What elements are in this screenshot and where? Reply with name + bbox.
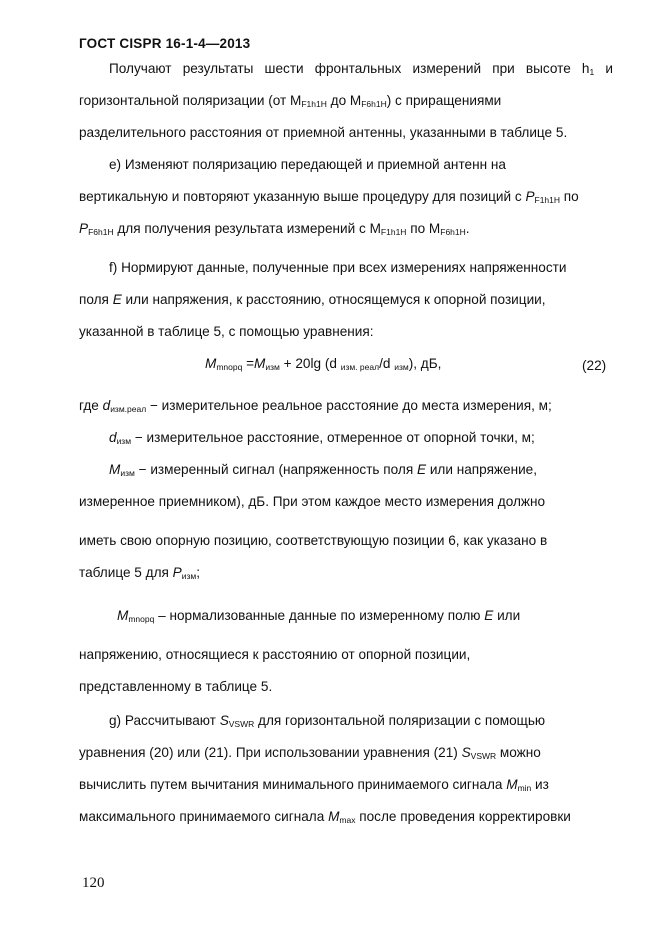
paragraph-line: $P_{F6h1H}$ для получения результата измерений с $М_{F1h1H}$ по $М_{F6h1H}$.: [79, 221, 470, 237]
paragraph-line: вертикальную и повторяют указанную выше процедуру для позиций с $P_{F1h1H}$ по: [79, 189, 579, 205]
paragraph-line: е) Изменяют поляризацию передающей и приемной антенн на: [109, 157, 506, 172]
definition-line: $M_{изм}$ − измеренный сигнал (напряженность поля E или напряжение,: [109, 462, 538, 478]
definition-line: измеренное приемником), дБ. При этом каждое место измерения должно: [79, 494, 546, 509]
definition-line: представленному в таблице 5.: [79, 679, 273, 694]
paragraph-line: уравнения (20) или (21). При использовании уравнения (21) $S_{VSWR}$ можно: [79, 745, 541, 761]
paragraph-line: указанной в таблице 5, с помощью уравнения:: [79, 324, 374, 339]
definition-line: где $d_{изм.реал}$ − измерительное реальное расстояние до места измерения, м;: [79, 398, 552, 414]
paragraph-line: разделительного расстояния от приемной антенны, указанными в таблице 5.: [79, 125, 568, 140]
paragraph-line: вычислить путем вычитания минимального принимаемого сигнала $M_{min}$ из: [79, 777, 549, 793]
equation: $M_{mnopq} =M_{изм} + 20\lg$ (d $_{изм. реал}$/d $_{изм}$), дБ,: [205, 356, 442, 372]
definition-line: таблице 5 для $P_{изм}$;: [79, 565, 201, 581]
definition-line: $M_{mnopq}$ – нормализованные данные по измеренному полю E или: [117, 608, 521, 624]
equation-number: (22): [582, 358, 607, 373]
paragraph-line: горизонтальной поляризации (от $М_{F1h1H}$ до $М_{F6h1H}$) с приращениями: [79, 93, 502, 109]
paragraph-line: максимального принимаемого сигнала $M_{max}$ после проведения корректировки: [79, 809, 571, 825]
paragraph-line: поля E или напряжения, к расстоянию, относящемуся к опорной позиции,: [79, 292, 546, 307]
paragraph-line: f) Нормируют данные, полученные при всех измерениях напряженности: [109, 260, 567, 275]
document-header: ГОСТ CISPR 16-1-4—2013: [79, 36, 251, 51]
paragraph-line: Получают результаты шести фронтальных измерений при высоте $h_1$ и: [109, 61, 613, 77]
page-number: 120: [82, 875, 105, 891]
paragraph-line: g) Рассчитывают $S_{VSWR}$ для горизонтальной поляризации с помощью: [109, 713, 546, 729]
definition-line: напряжению, относящиеся к расстоянию от опорной позиции,: [79, 647, 471, 662]
definition-line: иметь свою опорную позицию, соответствующую позиции 6, как указано в: [79, 533, 548, 548]
definition-line: $d_{изм}$ − измерительное расстояние, отмеренное от опорной точки, м;: [109, 430, 535, 446]
